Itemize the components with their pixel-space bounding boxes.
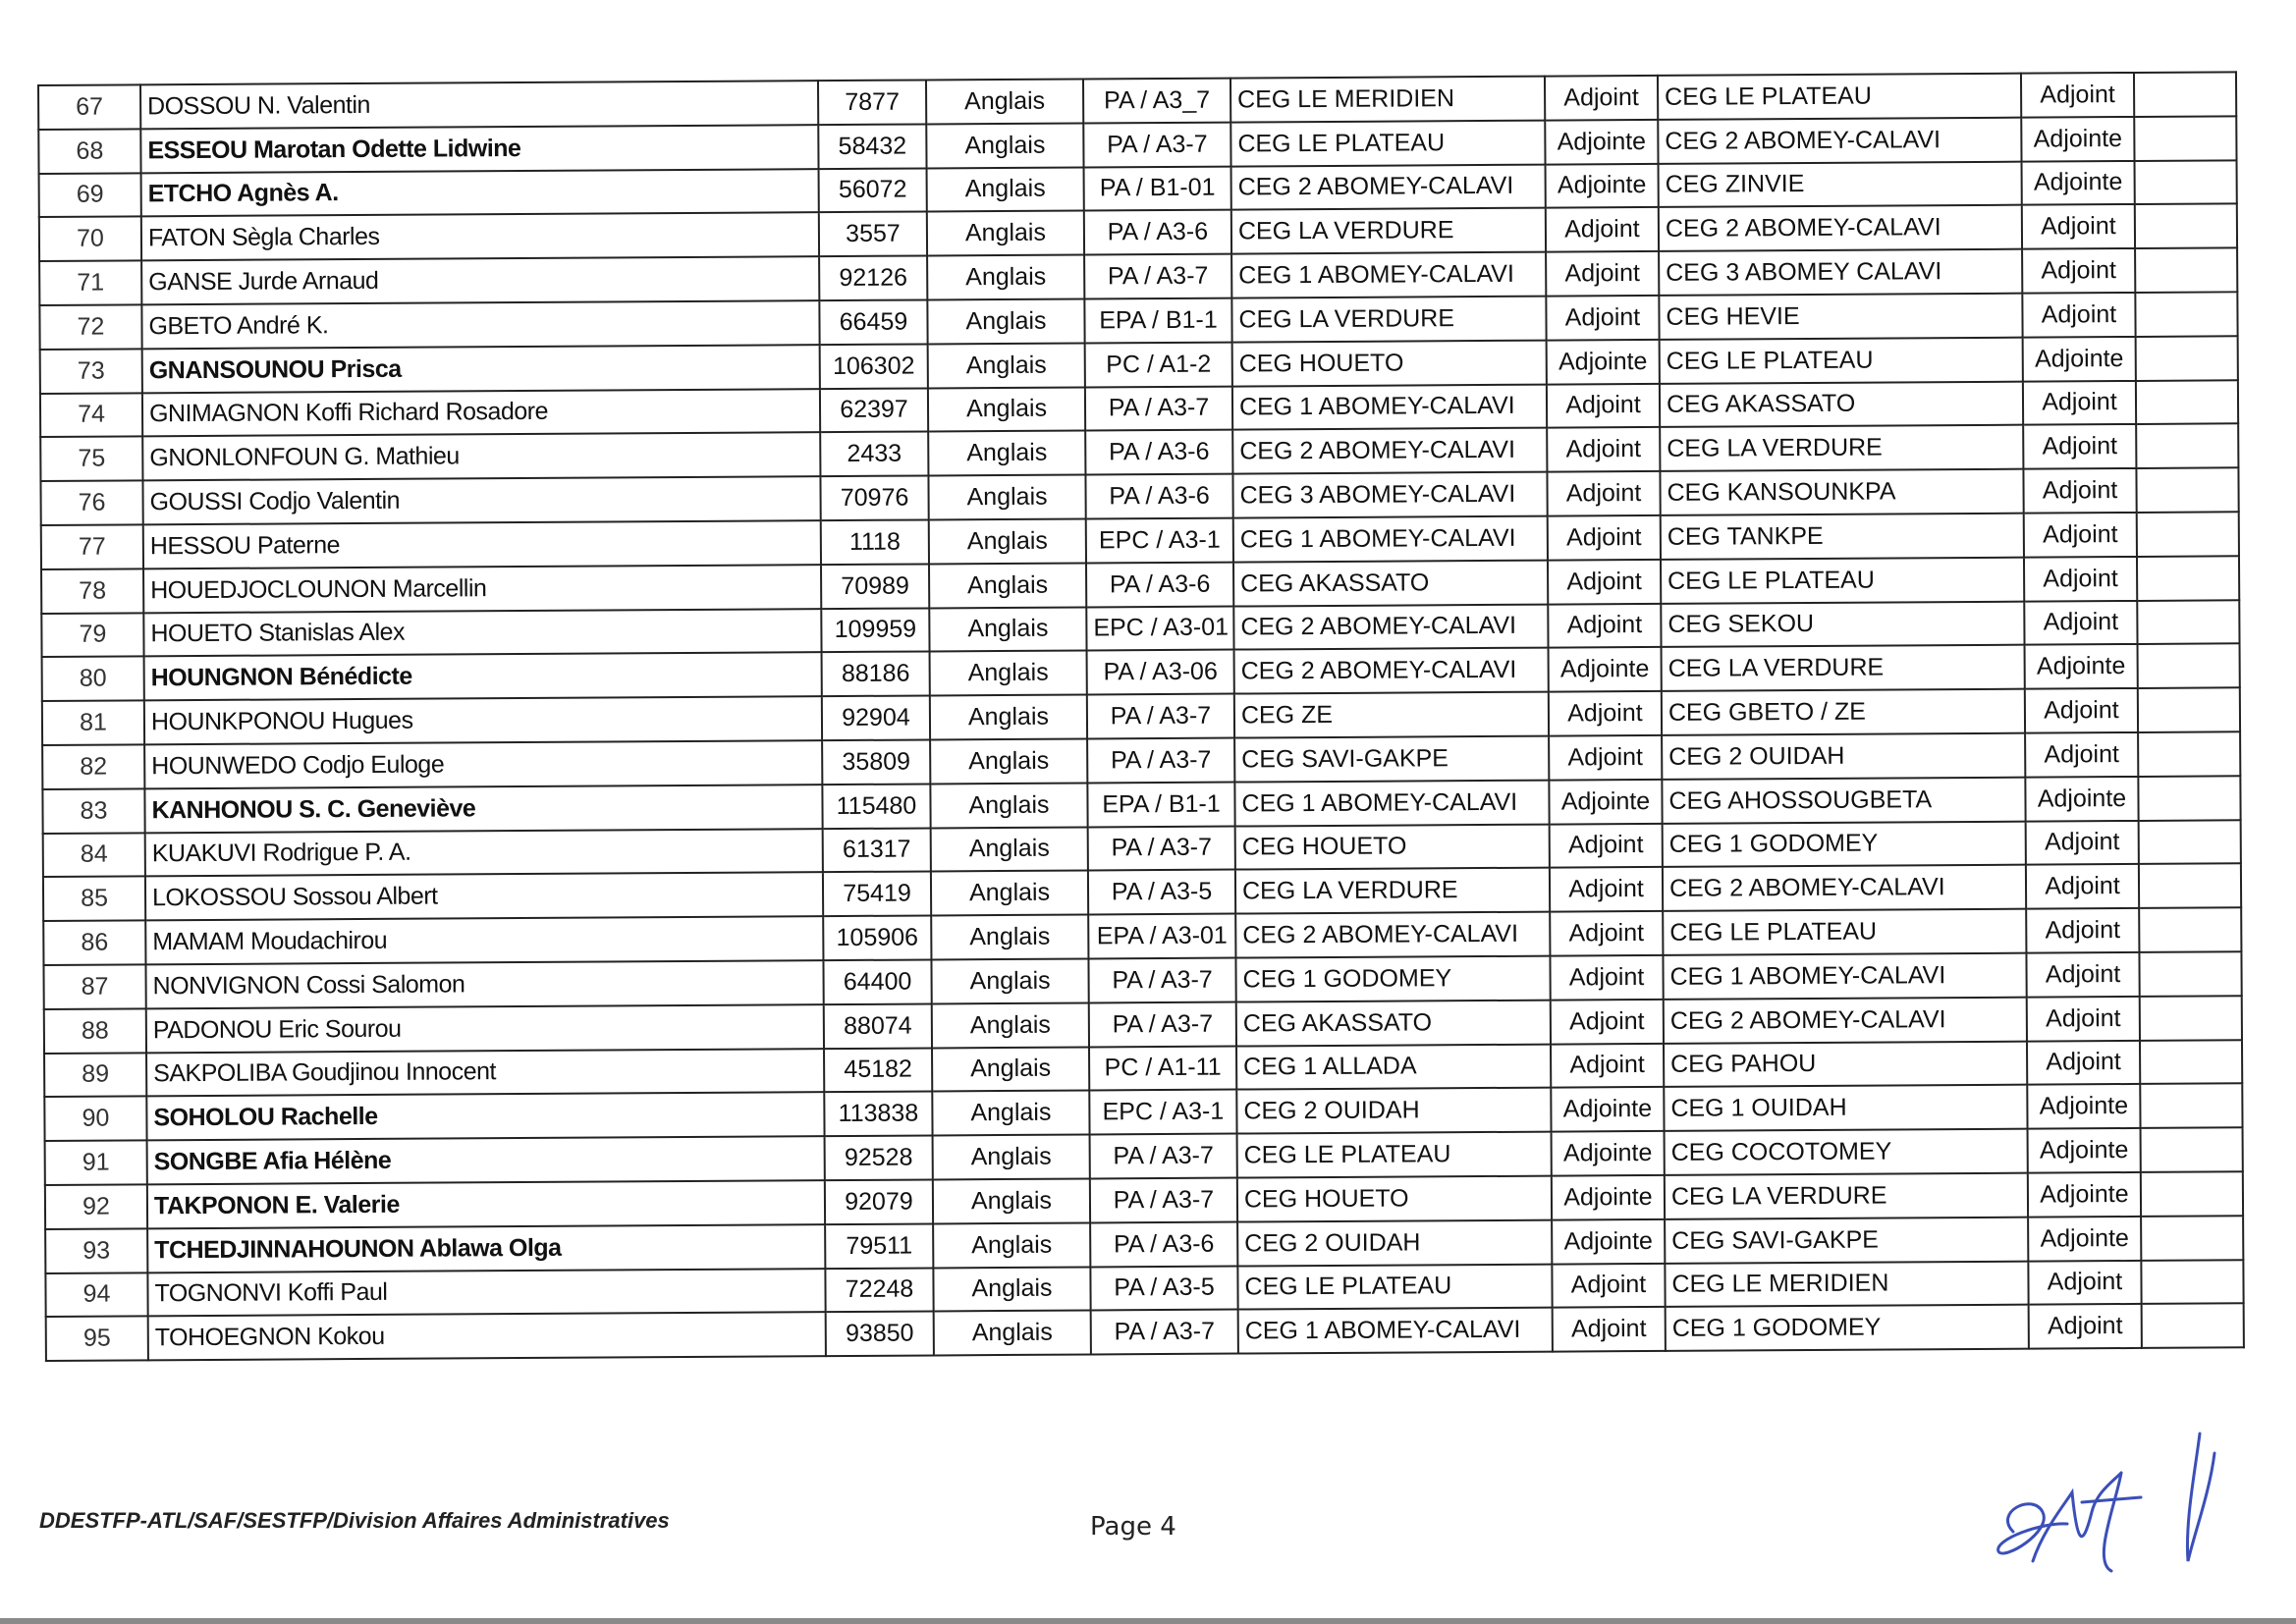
school-to-cell: CEG LE MERIDIEN (1665, 1261, 2028, 1307)
school-from-cell: CEG LA VERDURE (1231, 208, 1546, 254)
function-from-cell: Adjoint (1546, 207, 1659, 251)
school-from-cell: CEG 2 OUIDAH (1237, 1219, 1552, 1266)
empty-cell (2141, 1260, 2243, 1304)
subject-cell: Anglais (932, 1091, 1089, 1136)
function-to-cell: Adjointe (2025, 777, 2138, 821)
grade-cell: PA / B1-01 (1084, 166, 1231, 211)
row-number-cell: 69 (39, 173, 141, 217)
subject-cell: Anglais (929, 518, 1086, 564)
function-from-cell: Adjointe (1551, 1087, 1664, 1131)
subject-cell: Anglais (930, 695, 1087, 740)
grade-cell: PA / A3-7 (1083, 122, 1230, 167)
empty-cell (2134, 72, 2236, 116)
school-to-cell: CEG AKASSATO (1660, 381, 2023, 427)
employee-name-cell: KUAKUVI Rodrigue P. A. (145, 829, 823, 877)
school-from-cell: CEG 1 ABOMEY-CALAVI (1231, 252, 1546, 298)
row-number-cell: 68 (38, 129, 140, 173)
school-from-cell: CEG 3 ABOMEY-CALAVI (1232, 472, 1547, 518)
subject-cell: Anglais (931, 915, 1088, 960)
function-from-cell: Adjoint (1546, 251, 1659, 296)
function-from-cell: Adjoint (1551, 1043, 1664, 1087)
grade-cell: EPC / A3-1 (1089, 1090, 1236, 1135)
school-from-cell: CEG HOUETO (1237, 1176, 1552, 1222)
subject-cell: Anglais (927, 298, 1084, 344)
row-number-cell: 72 (39, 304, 141, 349)
matricule-cell: 113838 (824, 1092, 932, 1136)
function-from-cell: Adjointe (1547, 340, 1660, 384)
employee-name-cell: HOUNKPONOU Hugues (144, 696, 822, 744)
school-to-cell: CEG 2 ABOMEY-CALAVI (1664, 997, 2027, 1043)
empty-cell (2140, 1084, 2242, 1128)
grade-cell: EPA / B1-1 (1087, 782, 1234, 827)
matricule-cell: 88186 (822, 652, 930, 696)
function-from-cell: Adjointe (1546, 164, 1659, 208)
empty-cell (2136, 467, 2238, 512)
function-from-cell: Adjoint (1549, 735, 1662, 780)
grade-cell: PA / A3-06 (1087, 650, 1234, 695)
row-number-cell: 70 (39, 217, 141, 261)
matricule-cell: 64400 (823, 959, 931, 1003)
school-from-cell: CEG LA VERDURE (1235, 868, 1550, 914)
empty-cell (2137, 512, 2239, 556)
matricule-cell: 72248 (825, 1268, 933, 1312)
function-to-cell: Adjoint (2024, 513, 2137, 557)
subject-cell: Anglais (929, 607, 1086, 652)
row-number-cell: 79 (41, 613, 143, 657)
page-number: Page 4 (1090, 1512, 1176, 1542)
subject-cell: Anglais (933, 1222, 1090, 1268)
function-to-cell: Adjoint (2023, 424, 2136, 468)
row-number-cell: 85 (43, 877, 145, 921)
employee-name-cell: TOHOEGNON Kokou (148, 1312, 826, 1360)
school-to-cell: CEG 1 GODOMEY (1663, 821, 2026, 867)
school-to-cell: CEG SEKOU (1661, 601, 2024, 647)
row-number-cell: 93 (45, 1228, 147, 1272)
function-from-cell: Adjoint (1550, 867, 1663, 911)
empty-cell (2135, 248, 2237, 293)
employee-name-cell: HOUETO Stanislas Alex (143, 609, 821, 657)
employee-name-cell: GBETO André K. (141, 300, 819, 349)
subject-cell: Anglais (933, 1178, 1090, 1223)
row-number-cell: 91 (45, 1140, 147, 1184)
function-to-cell: Adjoint (2021, 73, 2134, 117)
employee-name-cell: GNIMAGNON Koffi Richard Rosadore (142, 389, 820, 437)
subject-cell: Anglais (931, 871, 1088, 916)
function-to-cell: Adjoint (2023, 468, 2136, 513)
row-number-cell: 86 (43, 920, 145, 964)
function-from-cell: Adjoint (1547, 427, 1660, 471)
function-from-cell: Adjoint (1546, 296, 1659, 340)
empty-cell (2138, 731, 2240, 776)
school-to-cell: CEG KANSOUNKPA (1660, 469, 2023, 515)
subject-cell: Anglais (928, 387, 1085, 432)
subject-cell: Anglais (934, 1311, 1091, 1356)
empty-cell (2136, 380, 2238, 424)
function-to-cell: Adjoint (2026, 820, 2139, 864)
empty-cell (2135, 204, 2237, 248)
matricule-cell: 92528 (825, 1136, 933, 1180)
empty-cell (2139, 907, 2241, 951)
function-to-cell: Adjoint (2027, 997, 2140, 1041)
row-number-cell: 82 (42, 744, 144, 788)
function-to-cell: Adjointe (2023, 337, 2136, 381)
matricule-cell: 2433 (820, 432, 928, 476)
function-from-cell: Adjoint (1548, 560, 1661, 604)
row-number-cell: 87 (43, 964, 145, 1008)
grade-cell: PA / A3-6 (1084, 210, 1231, 255)
employee-name-cell: KANHONOU S. C. Geneviève (144, 785, 822, 833)
matricule-cell: 61317 (823, 828, 931, 872)
school-from-cell: CEG HOUETO (1232, 340, 1547, 386)
function-to-cell: Adjoint (2026, 864, 2139, 908)
row-number-cell: 90 (44, 1097, 146, 1141)
subject-cell: Anglais (928, 431, 1085, 476)
function-to-cell: Adjoint (2029, 1304, 2142, 1348)
matricule-cell: 92126 (819, 256, 927, 300)
empty-cell (2139, 951, 2241, 996)
function-to-cell: Adjointe (2028, 1217, 2141, 1261)
school-from-cell: CEG 2 ABOMEY-CALAVI (1233, 604, 1548, 650)
employee-name-cell: TOGNONVI Koffi Paul (147, 1269, 825, 1317)
employee-name-cell: DOSSOU N. Valentin (140, 81, 818, 129)
matricule-cell: 56072 (819, 168, 927, 212)
grade-cell: PA / A3-7 (1090, 1177, 1237, 1222)
employee-name-cell: HESSOU Paterne (143, 520, 821, 568)
school-to-cell: CEG LA VERDURE (1660, 425, 2023, 471)
row-number-cell: 73 (40, 349, 142, 393)
function-from-cell: Adjoint (1550, 911, 1663, 955)
school-to-cell: CEG PAHOU (1664, 1041, 2027, 1087)
school-to-cell: CEG LA VERDURE (1665, 1173, 2028, 1219)
function-from-cell: Adjointe (1545, 120, 1658, 164)
matricule-cell: 75419 (823, 872, 931, 916)
school-to-cell: CEG COCOTOMEY (1665, 1129, 2028, 1175)
grade-cell: PA / A3-7 (1090, 1134, 1237, 1179)
school-to-cell: CEG LE PLATEAU (1661, 557, 2024, 603)
function-to-cell: Adjoint (2022, 204, 2135, 248)
school-from-cell: CEG 1 ABOMEY-CALAVI (1233, 516, 1548, 563)
grade-cell: EPC / A3-1 (1086, 518, 1233, 564)
grade-cell: PA / A3-7 (1087, 694, 1234, 739)
employee-name-cell: LOKOSSOU Sossou Albert (145, 872, 823, 920)
matricule-cell: 105906 (823, 916, 931, 960)
school-to-cell: CEG ZINVIE (1659, 161, 2022, 207)
grade-cell: PA / A3-7 (1088, 826, 1235, 871)
subject-cell: Anglais (929, 563, 1086, 608)
empty-cell (2141, 1171, 2243, 1216)
function-to-cell: Adjointe (2021, 117, 2134, 161)
subject-cell: Anglais (928, 343, 1085, 388)
row-number-cell: 83 (42, 788, 144, 833)
function-to-cell: Adjointe (2027, 1084, 2140, 1128)
grade-cell: PA / A3_7 (1083, 79, 1230, 124)
employee-name-cell: GANSE Jurde Arnaud (141, 256, 819, 304)
school-from-cell: CEG 1 ABOMEY-CALAVI (1232, 384, 1547, 430)
function-from-cell: Adjoint (1550, 955, 1663, 1000)
employee-name-cell: SONGBE Afia Hélène (147, 1136, 825, 1184)
matricule-cell: 62397 (820, 388, 928, 432)
subject-cell: Anglais (932, 1002, 1089, 1048)
function-from-cell: Adjoint (1549, 691, 1662, 735)
school-to-cell: CEG LE PLATEAU (1660, 337, 2023, 383)
matricule-cell: 45182 (824, 1048, 932, 1092)
function-to-cell: Adjoint (2022, 293, 2135, 337)
assignment-table (37, 71, 2245, 1362)
row-number-cell: 95 (46, 1317, 148, 1361)
empty-cell (2138, 776, 2240, 820)
employee-name-cell: HOUNGNON Bénédicte (144, 652, 822, 700)
school-from-cell: CEG 2 ABOMEY-CALAVI (1231, 164, 1546, 210)
function-to-cell: Adjointe (2025, 644, 2138, 688)
grade-cell: PA / A3-7 (1084, 254, 1231, 299)
row-number-cell: 94 (45, 1272, 147, 1317)
empty-cell (2135, 160, 2237, 204)
school-from-cell: CEG 2 ABOMEY-CALAVI (1232, 428, 1547, 474)
empty-cell (2137, 556, 2239, 600)
employee-name-cell: SAKPOLIBA Goudjinou Innocent (146, 1049, 824, 1097)
school-from-cell: CEG LE PLATEAU (1237, 1264, 1552, 1310)
subject-cell: Anglais (927, 255, 1084, 300)
row-number-cell: 89 (44, 1053, 146, 1097)
employee-name-cell: HOUNWEDO Codjo Euloge (144, 740, 822, 788)
employee-name-cell: TAKPONON E. Valerie (147, 1180, 825, 1228)
school-from-cell: CEG LE MERIDIEN (1230, 77, 1545, 123)
function-from-cell: Adjointe (1552, 1131, 1665, 1175)
empty-cell (2135, 292, 2237, 336)
grade-cell: PA / A3-6 (1086, 562, 1233, 607)
school-to-cell: CEG GBETO / ZE (1662, 689, 2025, 735)
signature-icon (1974, 1414, 2239, 1581)
employee-name-cell: GOUSSI Codjo Valentin (142, 476, 820, 524)
function-to-cell: Adjoint (2022, 248, 2135, 293)
matricule-cell: 106302 (820, 344, 928, 388)
grade-cell: PA / A3-7 (1089, 1001, 1236, 1047)
grade-cell: PC / A1-11 (1089, 1046, 1236, 1091)
employee-name-cell: GNONLONFOUN G. Mathieu (142, 433, 820, 481)
school-from-cell: CEG 1 ABOMEY-CALAVI (1234, 780, 1549, 826)
matricule-cell: 115480 (822, 784, 930, 828)
function-from-cell: Adjoint (1552, 1263, 1665, 1307)
subject-cell: Anglais (927, 167, 1084, 212)
school-from-cell: CEG 2 ABOMEY-CALAVI (1234, 648, 1549, 694)
grade-cell: PC / A1-2 (1085, 342, 1232, 387)
function-from-cell: Adjoint (1548, 603, 1661, 647)
function-to-cell: Adjointe (2028, 1128, 2141, 1172)
matricule-cell: 58432 (818, 124, 926, 168)
school-to-cell: CEG 2 OUIDAH (1662, 733, 2025, 780)
school-to-cell: CEG LE PLATEAU (1663, 909, 2026, 955)
function-from-cell: Adjointe (1549, 780, 1662, 824)
school-from-cell: CEG LE PLATEAU (1230, 120, 1545, 166)
matricule-cell: 79511 (825, 1223, 933, 1268)
empty-cell (2137, 600, 2239, 644)
school-to-cell: CEG SAVI-GAKPE (1665, 1217, 2028, 1263)
function-to-cell: Adjoint (2026, 952, 2139, 997)
empty-cell (2139, 820, 2241, 864)
school-to-cell: CEG 3 ABOMEY CALAVI (1659, 249, 2022, 296)
function-from-cell: Adjoint (1547, 383, 1660, 427)
function-from-cell: Adjoint (1548, 515, 1661, 560)
subject-cell: Anglais (931, 958, 1088, 1003)
function-to-cell: Adjoint (2025, 732, 2138, 777)
empty-cell (2140, 1040, 2242, 1084)
empty-cell (2134, 116, 2236, 160)
school-to-cell: CEG LE PLATEAU (1658, 74, 2021, 120)
function-to-cell: Adjoint (2025, 688, 2138, 732)
school-from-cell: CEG HOUETO (1235, 824, 1550, 870)
grade-cell: EPC / A3-01 (1086, 606, 1233, 651)
school-to-cell: CEG 1 OUIDAH (1664, 1085, 2027, 1131)
employee-name-cell: TCHEDJINNAHOUNON Ablawa Olga (147, 1224, 825, 1272)
grade-cell: PA / A3-7 (1091, 1310, 1238, 1355)
school-from-cell: CEG 2 OUIDAH (1236, 1088, 1551, 1134)
function-from-cell: Adjoint (1550, 823, 1663, 867)
function-from-cell: Adjoint (1547, 471, 1660, 515)
grade-cell: PA / A3-5 (1088, 870, 1235, 915)
empty-cell (2142, 1304, 2244, 1348)
employee-name-cell: PADONOU Eric Sourou (146, 1004, 824, 1053)
row-number-cell: 80 (42, 657, 144, 701)
subject-cell: Anglais (932, 1047, 1089, 1092)
employee-name-cell: FATON Sègla Charles (141, 213, 819, 261)
row-number-cell: 67 (38, 84, 140, 129)
scan-edge (0, 1618, 2296, 1624)
matricule-cell: 70976 (820, 476, 928, 520)
row-number-cell: 88 (44, 1008, 146, 1053)
matricule-cell: 66459 (819, 299, 927, 344)
function-to-cell: Adjoint (2024, 601, 2137, 645)
row-number-cell: 71 (39, 261, 141, 305)
subject-cell: Anglais (926, 123, 1083, 168)
school-to-cell: CEG HEVIE (1659, 294, 2022, 340)
grade-cell: PA / A3-6 (1085, 474, 1232, 519)
school-from-cell: CEG 1 ABOMEY-CALAVI (1238, 1308, 1553, 1354)
school-to-cell: CEG AHOSSOUGBETA (1662, 777, 2025, 823)
empty-cell (2138, 644, 2240, 688)
matricule-cell: 93850 (826, 1312, 934, 1356)
employee-name-cell: SOHOLOU Rachelle (146, 1092, 824, 1140)
empty-cell (2139, 864, 2241, 908)
function-from-cell: Adjoint (1553, 1307, 1666, 1351)
function-to-cell: Adjoint (2027, 1040, 2140, 1084)
row-number-cell: 81 (42, 701, 144, 745)
grade-cell: EPA / B1-1 (1084, 298, 1231, 344)
empty-cell (2140, 996, 2242, 1040)
subject-cell: Anglais (930, 783, 1087, 828)
school-from-cell: CEG SAVI-GAKPE (1234, 736, 1549, 783)
function-from-cell: Adjointe (1552, 1175, 1665, 1219)
employee-name-cell: HOUEDJOCLOUNON Marcellin (143, 565, 821, 613)
matricule-cell: 1118 (821, 519, 929, 564)
function-from-cell: Adjoint (1545, 76, 1658, 120)
function-to-cell: Adjointe (2022, 161, 2135, 205)
grade-cell: PA / A3-7 (1087, 738, 1234, 784)
school-to-cell: CEG 1 ABOMEY-CALAVI (1663, 953, 2026, 1000)
school-to-cell: CEG 2 ABOMEY-CALAVI (1663, 865, 2026, 911)
school-to-cell: CEG LA VERDURE (1662, 645, 2025, 691)
subject-cell: Anglais (931, 827, 1088, 872)
employee-name-cell: ESSEOU Marotan Odette Lidwine (140, 125, 818, 173)
row-number-cell: 77 (41, 524, 143, 568)
function-to-cell: Adjoint (2028, 1260, 2141, 1304)
school-to-cell: CEG 2 ABOMEY-CALAVI (1658, 117, 2021, 163)
subject-cell: Anglais (930, 651, 1087, 696)
school-to-cell: CEG 1 GODOMEY (1666, 1305, 2029, 1351)
grade-cell: EPA / A3-01 (1088, 914, 1235, 959)
function-from-cell: Adjointe (1549, 647, 1662, 691)
grade-cell: PA / A3-6 (1090, 1221, 1237, 1267)
subject-cell: Anglais (930, 738, 1087, 784)
matricule-cell: 92904 (822, 696, 930, 740)
subject-cell: Anglais (933, 1267, 1090, 1312)
school-from-cell: CEG ZE (1234, 692, 1549, 738)
employee-name-cell: ETCHO Agnès A. (141, 169, 819, 217)
subject-cell: Anglais (926, 79, 1083, 124)
matricule-cell: 7877 (818, 80, 926, 124)
row-number-cell: 74 (40, 393, 142, 437)
grade-cell: PA / A3-7 (1088, 957, 1235, 1002)
school-from-cell: CEG 1 GODOMEY (1235, 956, 1550, 1002)
school-to-cell: CEG TANKPE (1661, 514, 2024, 560)
row-number-cell: 78 (41, 568, 143, 613)
subject-cell: Anglais (928, 475, 1085, 520)
empty-cell (2136, 424, 2238, 468)
school-from-cell: CEG LA VERDURE (1231, 297, 1546, 343)
row-number-cell: 92 (45, 1184, 147, 1228)
empty-cell (2141, 1216, 2243, 1260)
matricule-cell: 109959 (821, 608, 929, 652)
matricule-cell: 70989 (821, 564, 929, 608)
table-body (38, 72, 2244, 1361)
footer-department: DDESTFP-ATL/SAF/SESTFP/Division Affaires Administratives (39, 1508, 670, 1533)
employee-name-cell: GNANSOUNOU Prisca (142, 345, 820, 393)
school-to-cell: CEG 2 ABOMEY-CALAVI (1659, 205, 2022, 251)
matricule-cell: 35809 (822, 739, 930, 784)
empty-cell (2138, 687, 2240, 731)
function-to-cell: Adjoint (2023, 381, 2136, 425)
function-to-cell: Adjoint (2024, 557, 2137, 601)
row-number-cell: 75 (40, 437, 142, 481)
school-from-cell: CEG LE PLATEAU (1237, 1132, 1552, 1178)
row-number-cell: 76 (40, 481, 142, 525)
function-from-cell: Adjointe (1552, 1219, 1665, 1264)
empty-cell (2136, 336, 2238, 380)
grade-cell: PA / A3-6 (1085, 430, 1232, 475)
school-from-cell: CEG AKASSATO (1233, 560, 1548, 606)
subject-cell: Anglais (927, 211, 1084, 256)
function-to-cell: Adjoint (2026, 908, 2139, 952)
function-to-cell: Adjointe (2028, 1172, 2141, 1217)
employee-name-cell: NONVIGNON Cossi Salomon (145, 960, 823, 1008)
function-from-cell: Adjoint (1551, 1000, 1664, 1044)
empty-cell (2141, 1127, 2243, 1171)
grade-cell: PA / A3-5 (1090, 1266, 1237, 1311)
school-from-cell: CEG 2 ABOMEY-CALAVI (1235, 912, 1550, 958)
subject-cell: Anglais (933, 1135, 1090, 1180)
grade-cell: PA / A3-7 (1085, 386, 1232, 431)
school-from-cell: CEG 1 ALLADA (1236, 1044, 1551, 1090)
row-number-cell: 84 (43, 833, 145, 877)
employee-name-cell: MAMAM Moudachirou (145, 916, 823, 964)
matricule-cell: 92079 (825, 1179, 933, 1223)
school-from-cell: CEG AKASSATO (1236, 1000, 1551, 1046)
matricule-cell: 3557 (819, 212, 927, 256)
matricule-cell: 88074 (824, 1003, 932, 1048)
